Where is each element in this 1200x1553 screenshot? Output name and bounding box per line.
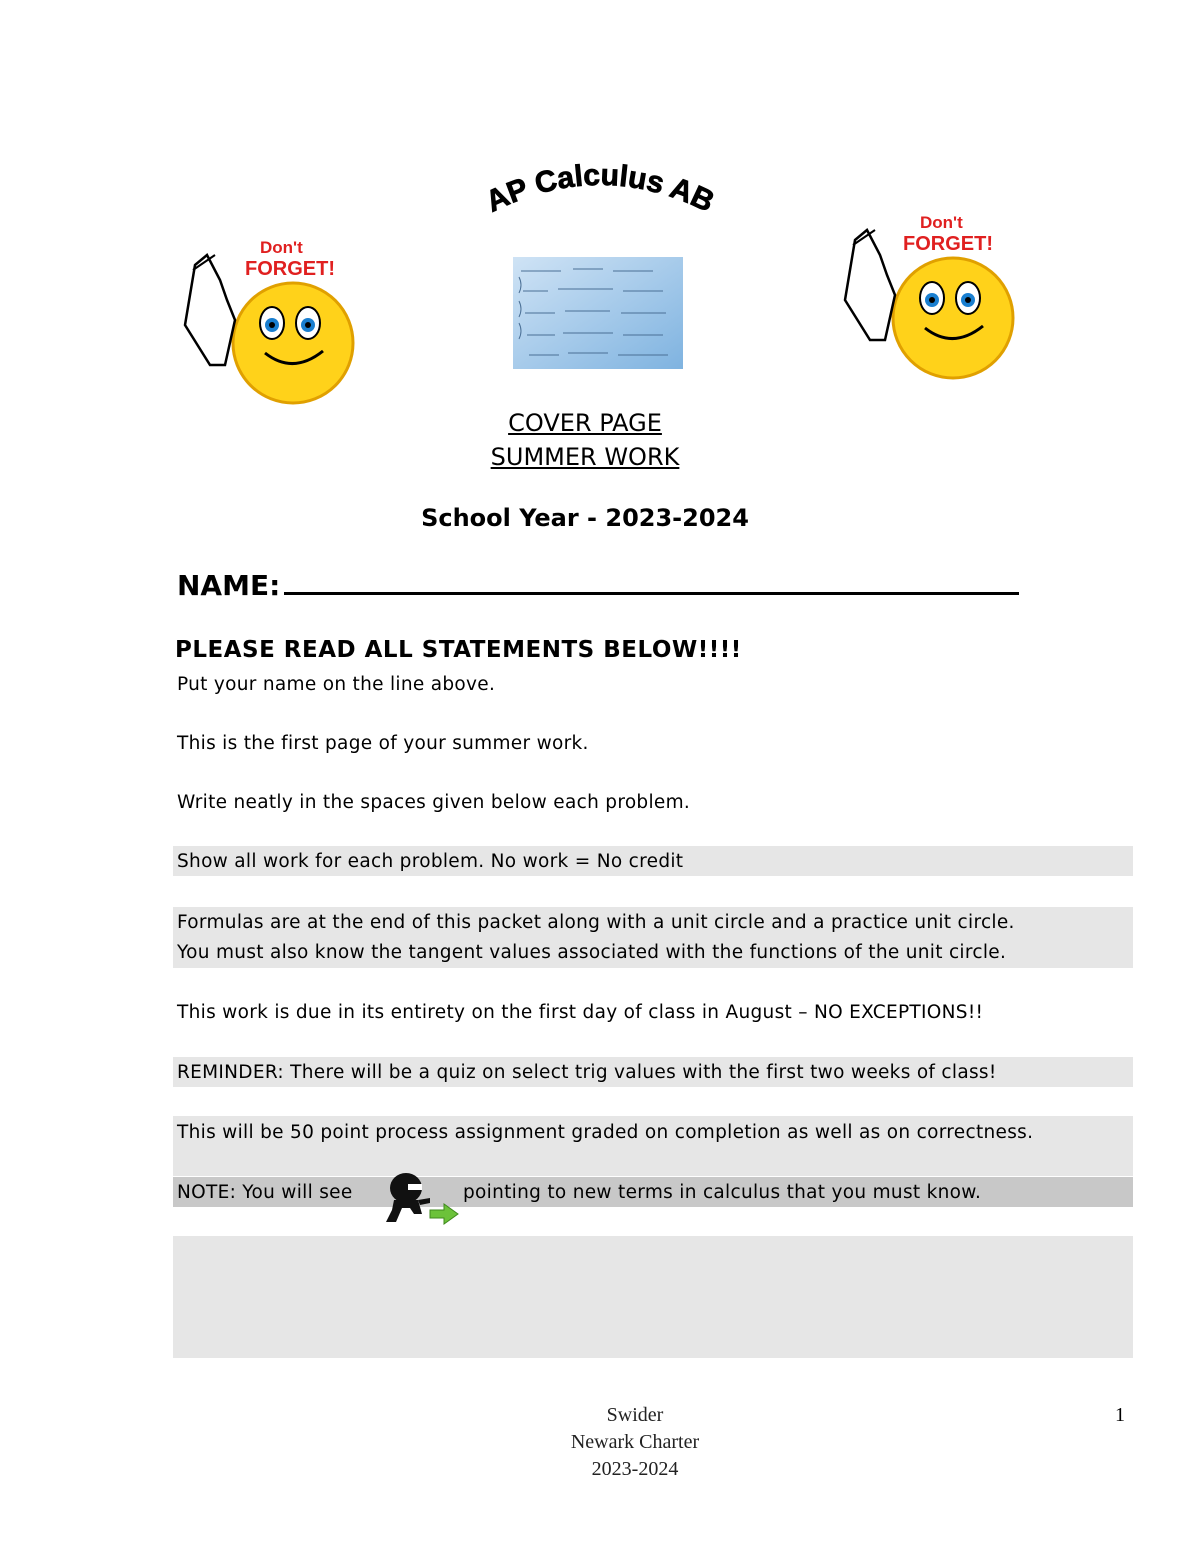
statement: Show all work for each problem. No work = No credit (177, 851, 684, 872)
blank-work-area (173, 1236, 1133, 1358)
statement: Put your name on the line above. (177, 674, 496, 695)
note-statement: pointing to new terms in calculus that you must know. (463, 1182, 982, 1203)
svg-text:AP Calculus AB (481, 159, 719, 219)
statement: You must also know the tangent values associated with the functions of the unit circle. (177, 942, 1007, 963)
svg-text:Don't: Don't (260, 238, 303, 257)
svg-text:FORGET!: FORGET! (245, 258, 335, 280)
footer-year: 2023-2024 (591, 1458, 679, 1480)
cover-page-heading: COVER PAGE (508, 409, 662, 437)
statement: This will be 50 point process assignment graded on completion as well as on correctness. (177, 1122, 1034, 1143)
page-number: 1 (1115, 1404, 1125, 1426)
footer-school: Newark Charter (570, 1431, 700, 1453)
statement: This is the first page of your summer work. (177, 733, 589, 754)
summer-work-heading: SUMMER WORK (490, 443, 680, 471)
name-row (177, 562, 1019, 606)
ninja-pointing-icon (378, 1170, 460, 1230)
note-statement: NOTE: You will see (177, 1182, 353, 1203)
footer-author: Swider (606, 1404, 664, 1426)
name-line[interactable] (284, 562, 1019, 595)
svg-text:Don't: Don't (920, 213, 963, 232)
svg-text:FORGET!: FORGET! (903, 233, 993, 255)
title-arc (440, 140, 760, 235)
math-equations-image (513, 257, 683, 369)
smiley-dont-forget-icon (835, 200, 1020, 385)
statement: Write neatly in the spaces given below each problem. (177, 792, 691, 813)
statement: Formulas are at the end of this packet along with a unit circle and a practice unit circle. (177, 912, 1015, 933)
statement: REMINDER: There will be a quiz on select trig values with the first two weeks of class! (177, 1062, 997, 1083)
statement: This work is due in its entirety on the first day of class in August – NO EXCEPTIONS!! (177, 1002, 984, 1023)
name-label: NAME: (177, 569, 281, 602)
page-title: AP Calculus AB (480, 158, 720, 219)
smiley-dont-forget-icon (175, 225, 360, 410)
instructions-heading: PLEASE READ ALL STATEMENTS BELOW!!!! (175, 637, 742, 663)
school-year: School Year - 2023-2024 (421, 504, 749, 532)
